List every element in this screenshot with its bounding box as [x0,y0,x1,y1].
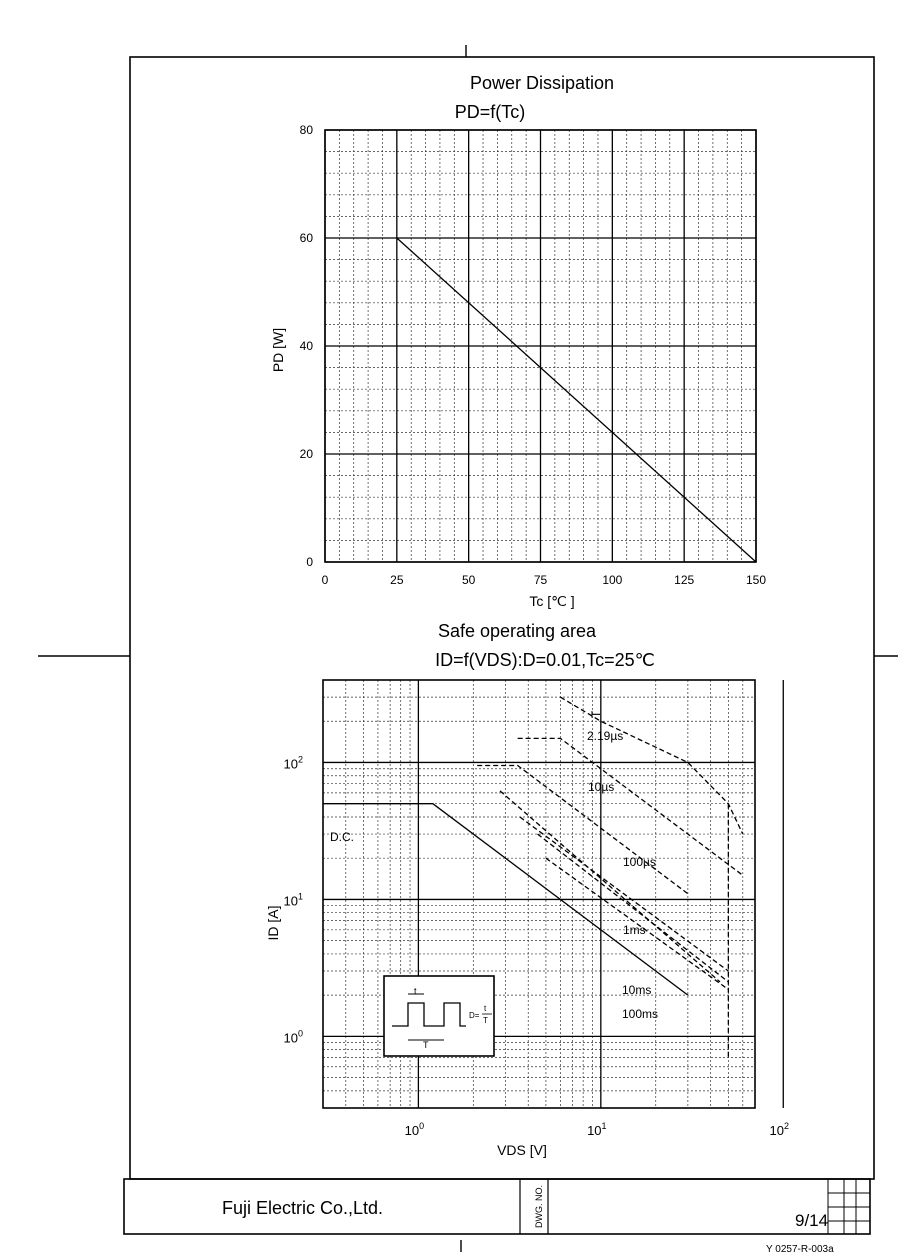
label-2-19us: 2.19µs [587,729,624,743]
duty-cycle-inset [384,976,494,1056]
chart2-x-ticks [405,1121,789,1138]
sheet-number: 9/14 [795,1211,829,1230]
pd-derating-line [397,238,756,562]
chart2-subtitle: ID=f(VDS):D=0.01,Tc=25℃ [435,650,655,670]
soa-boundary-line [560,697,742,834]
x-tick-label: 25 [390,573,404,587]
page-frame [38,45,898,1252]
x-tick-exponent: 1 [601,1121,607,1131]
chart1-xlabel: Tc [℃ ] [529,593,575,609]
y-tick-exponent: 2 [297,754,303,765]
y-tick-exponent: 1 [297,891,303,902]
chart1-y-ticks [300,123,314,569]
chart2-y-ticks [284,754,303,1045]
x-tick-label: 0 [321,573,329,587]
y-tick-label: 20 [299,447,313,461]
y-tick-label: $10^1$ [283,891,303,909]
x-tick-label: 75 [533,573,548,587]
x-tick-exponent: 2 [783,1121,790,1131]
chart1-title: Power Dissipation [469,73,615,93]
x-tick-exponent: 0 [419,1121,425,1131]
y-tick-label: $10^0$ [283,1028,303,1046]
chart2-ylabel: ID [A] [265,905,281,941]
chart1-ylabel: PD [W] [270,327,286,373]
company-name: Fuji Electric Co.,Ltd. [222,1198,384,1218]
chart1-subtitle: PD=f(Tc) [454,102,526,122]
soa-line-10-s [477,766,688,894]
chart1-x-ticks [322,573,767,587]
x-tick-label: 125 [674,573,695,587]
x-tick-label: $10^1$ [587,1121,607,1138]
x-tick-label: 150 [745,573,767,587]
chart2-title: Safe operating area [437,621,597,641]
inset-duty-den: T [483,1016,488,1025]
soa-line-100-s [500,791,720,982]
document-code: Y 0257-R-003a [766,1244,834,1255]
label-T: T [589,710,603,718]
y-tick-label: 80 [299,123,313,137]
inset-t-label: t [414,986,417,996]
x-tick-label: 100 [602,573,623,587]
y-tick-label: 60 [299,231,313,245]
y-tick-exponent: 0 [297,1028,303,1039]
y-tick-label: $10^2$ [283,754,303,772]
label-10us: 10µs [588,780,615,794]
x-tick-label: $10^2$ [769,1121,790,1138]
label-1ms: 1ms [623,923,646,937]
chart1-series [397,238,756,562]
y-tick-label: 40 [299,339,313,353]
label-100ms: 100ms [622,1007,659,1021]
inset-duty-label: D= [469,1011,480,1020]
inset-period-label: T [423,1040,429,1050]
power-dissipation-chart [270,73,766,609]
chart2-xlabel: VDS [V] [497,1142,547,1158]
label-10ms: 10ms [622,983,652,997]
dwg-number-label: DWG. NO. [534,1185,544,1228]
label-dc: D.C. [330,830,354,844]
inset-duty-num: t [484,1004,487,1013]
x-tick-label: 50 [461,573,476,587]
y-tick-label: 0 [306,555,313,569]
label-100us: 100µs [623,855,656,869]
x-tick-label: $10^0$ [404,1121,425,1138]
safe-operating-area-chart [265,621,789,1158]
